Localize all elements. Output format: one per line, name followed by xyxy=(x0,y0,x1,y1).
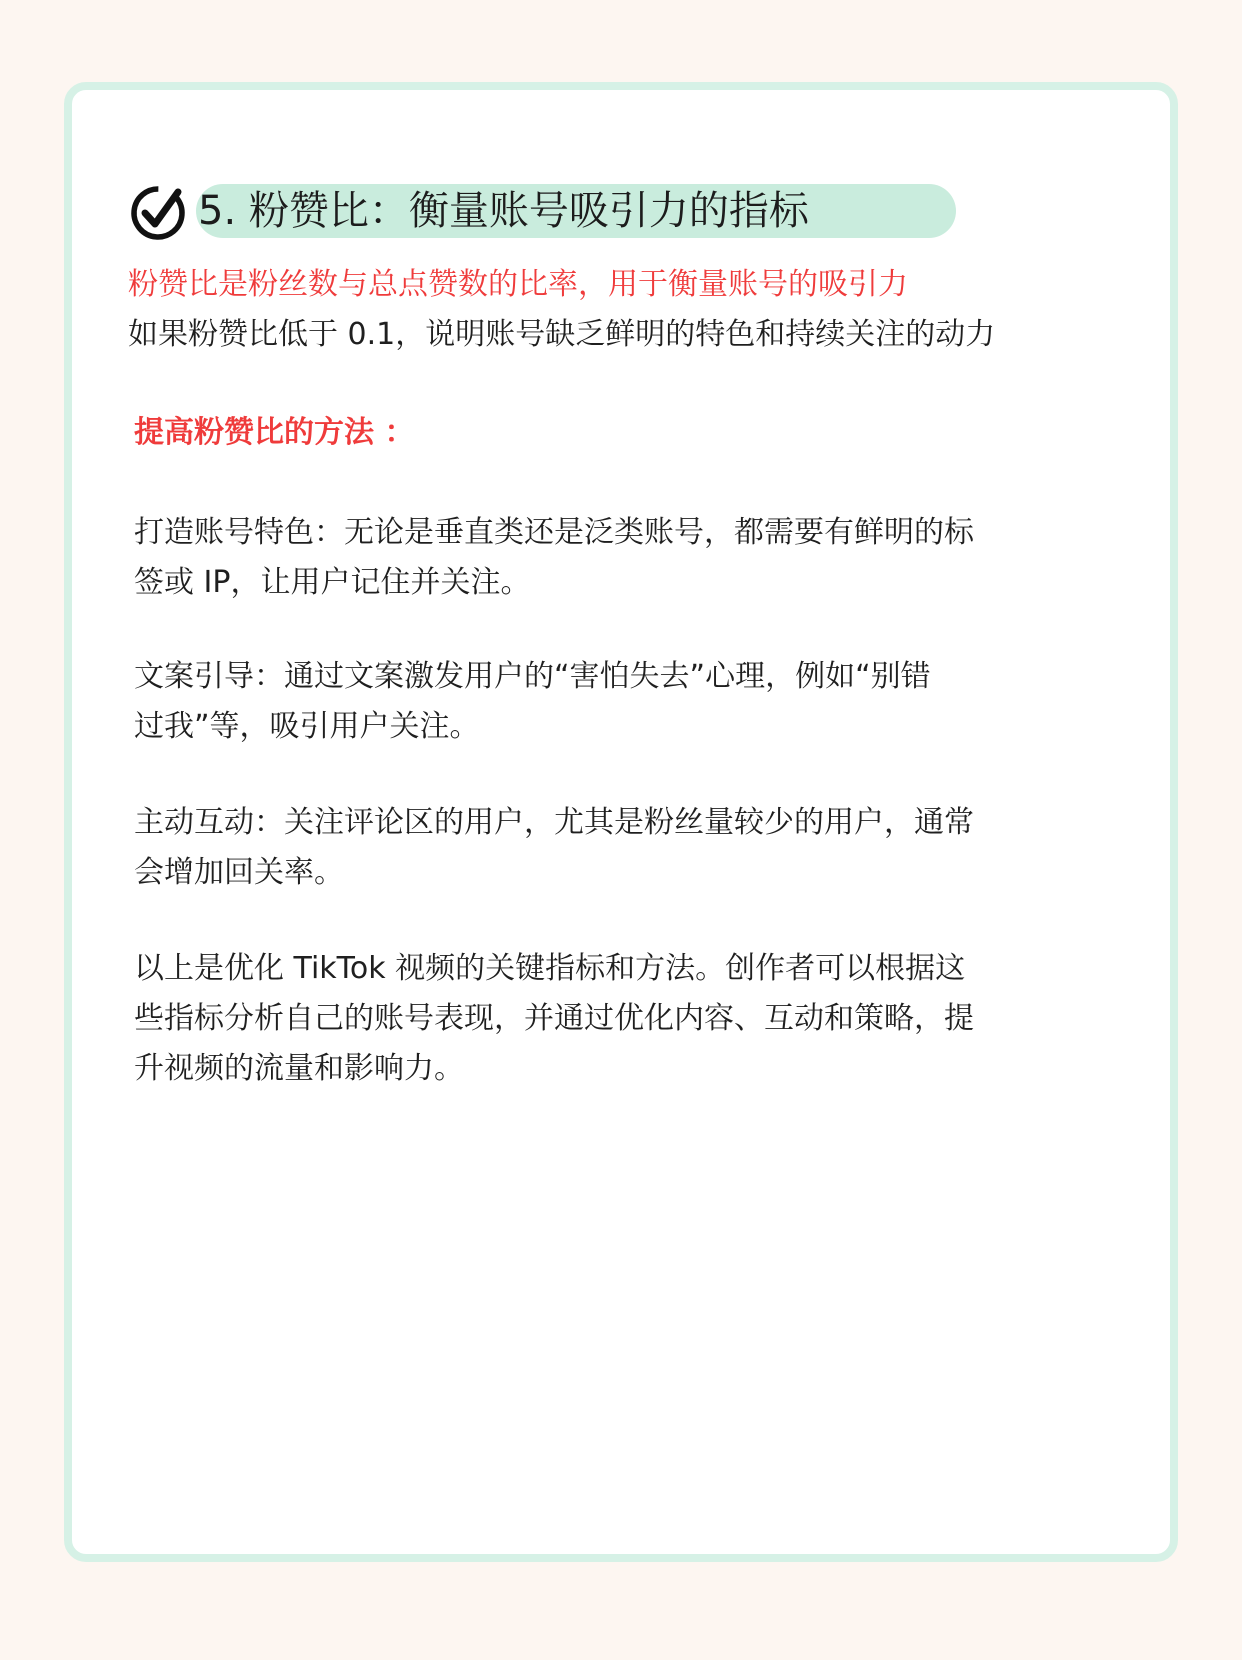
method-item-3-line2: 会增加回关率。 xyxy=(134,855,344,890)
summary-line1: 以上是优化 TikTok 视频的关键指标和方法。创作者可以根据这 xyxy=(134,951,966,986)
heading-title: 5. 粉赞比：衡量账号吸引力的指标 xyxy=(198,188,809,234)
method-item-1-line1: 打造账号特色：无论是垂直类还是泛类账号，都需要有鲜明的标 xyxy=(134,515,974,550)
method-item-3-line1: 主动互动：关注评论区的用户，尤其是粉丝量较少的用户，通常 xyxy=(134,805,974,840)
intro-highlight: 粉赞比是粉丝数与总点赞数的比率，用于衡量账号的吸引力 xyxy=(128,267,908,302)
summary-line2: 些指标分析自己的账号表现，并通过优化内容、互动和策略，提 xyxy=(134,1001,974,1036)
section-heading xyxy=(128,178,1028,244)
method-item-2-line1: 文案引导：通过文案激发用户的“害怕失去”心理，例如“别错 xyxy=(134,659,931,694)
method-item-2-line2: 过我”等，吸引用户关注。 xyxy=(134,709,480,744)
summary-line3: 升视频的流量和影响力。 xyxy=(134,1051,464,1086)
check-circle-icon xyxy=(128,178,194,244)
content-card xyxy=(64,82,1178,1562)
intro-note: 如果粉赞比低于 0.1，说明账号缺乏鲜明的特色和持续关注的动力 xyxy=(128,317,996,352)
method-item-1-line2: 签或 IP，让用户记住并关注。 xyxy=(134,565,531,600)
methods-title: 提高粉赞比的方法 ： xyxy=(134,415,415,450)
